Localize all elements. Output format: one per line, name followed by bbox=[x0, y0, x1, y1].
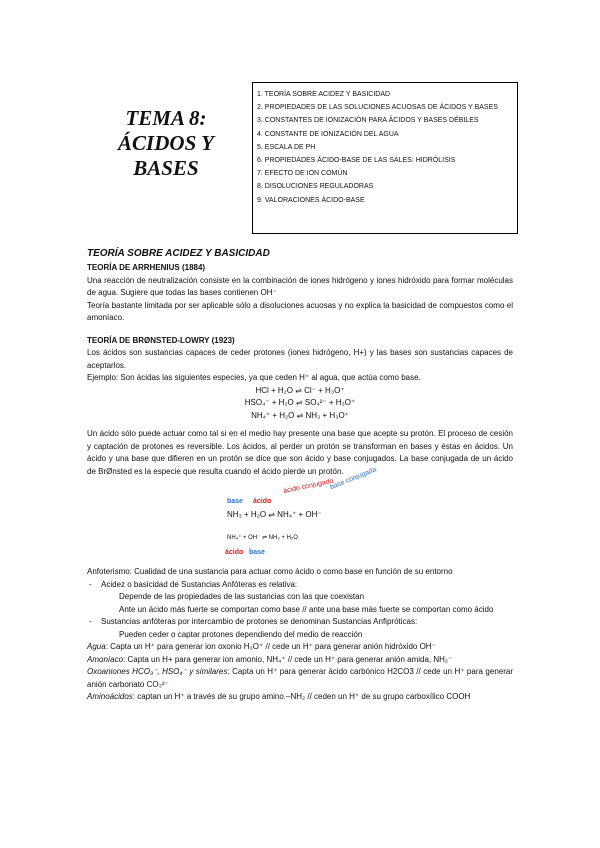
table-of-contents bbox=[252, 82, 518, 234]
toc-item: 7. EFECTO DE ION COMÚN bbox=[257, 170, 348, 178]
aminoacids-text: : captan un H⁺ a través de su grupo amino –NH₂ // ceden un H⁺ de su grupo carboxílico COOH bbox=[132, 692, 471, 701]
equation-nh4: NH₄⁺ + H₂O ⇌ NH₃ + H₃O⁺ bbox=[251, 410, 349, 420]
water-text: : Capta un H⁺ para generar ion oxonio H₃O⁺ // cede un H⁺ para generar anión hidróxido OH⁻ bbox=[105, 642, 436, 651]
base-label: base bbox=[227, 498, 243, 505]
amphiprotic-list bbox=[87, 616, 513, 629]
oxoanions-text: : Capta un H⁺ para generar ácido carbónico H2CO3 // cede un H⁺ para generar anión carbonato CO₃²⁻ bbox=[87, 667, 514, 689]
bronsted-example: Ejemplo: Son ácidas las siguientes especies, ya que ceden H⁺ al agua, que actúa como base. bbox=[87, 373, 421, 382]
toc-item: 5. ESCALA DE PH bbox=[257, 143, 316, 151]
toc-item: 1. TEORÍA SOBRE ACIDEZ Y BASICIDAD bbox=[257, 91, 391, 98]
acid-label: ácido bbox=[253, 498, 272, 505]
bronsted-paragraph-2: Un ácido sólo puede actuar como tal si en el medio hay presente una base que acepte su protón. El proceso de cesión y captación de protones es reversible. Los ácidos, al perder un protón se transforman en bases y éstas en ácidos. Un ácido y una base que difieren en un protón se dice que son ácido y base conjugados. La base conjugada de un ácido de BrØnsted es la especie que resulta cuando el ácido pierde un protón. bbox=[87, 429, 513, 476]
list-subitem: Ante un ácido más fuerte se comportan como base // ante una base más fuerte se comportan como ácido bbox=[119, 604, 494, 614]
bronsted-heading: TEORÍA DE BRØNSTED-LOWRY (1923) bbox=[87, 335, 235, 345]
arrhenius-heading: TEORÍA DE ARRHENIUS (1884) bbox=[87, 263, 206, 272]
list-item: - Acidez o basicidad de Sustancias Anfóteras es relativa: bbox=[87, 579, 513, 592]
acid-label-2: ácido bbox=[225, 549, 244, 556]
ammonia-label: Amoníaco bbox=[87, 654, 124, 664]
diagram-equation-2: NH₄⁺ + OH⁻ ⇌ NH₃ + H₂O bbox=[227, 535, 298, 541]
ammonia-line bbox=[87, 654, 513, 667]
diagram-equation-1: NH₃ + H₂O ⇌ NH₄⁺ + OH⁻ bbox=[227, 510, 322, 519]
conjugate-pair-diagram bbox=[87, 466, 513, 560]
base-label-2: base bbox=[249, 549, 265, 556]
list-subitem: Pueden ceder o captar protones dependiendo del medio de reacción bbox=[119, 629, 363, 639]
arrhenius-paragraph-1: Una reacción de neutralización consiste en la combinación de iones hidrógeno y iones hidróxido para formar moléculas de agua. Sugiere que todas las bases contienen OH⁻ bbox=[87, 275, 513, 297]
amphoterism-list bbox=[87, 579, 513, 592]
toc-item: 4. CONSTANTE DE IONIZACIÓN DEL AGUA bbox=[257, 130, 399, 138]
equation-hcl: HCl + H₂O ⇌ Cl⁻ + H₃O⁺ bbox=[255, 385, 345, 395]
oxoanions-line bbox=[87, 666, 513, 691]
conjugate-acid-label: ácido conjugado bbox=[282, 477, 335, 496]
toc-item: 9. VALORACIONES ÁCIDO-BASE bbox=[257, 196, 365, 204]
toc-item: 8. DISOLUCIONES REGULADORAS bbox=[257, 183, 374, 191]
amphoterism-definition: Anfoterismo: Cualidad de una sustancia para actuar como ácido o como base en función de su entorno bbox=[87, 567, 453, 576]
title-line-3: BASES bbox=[133, 156, 199, 180]
toc-item: 6. PROPIEDADES ÁCIDO-BASE DE LAS SALES: HIDRÓLISIS bbox=[257, 157, 456, 165]
title-line-1: TEMA 8: bbox=[125, 106, 207, 130]
aminoacids-label: Aminoácidos bbox=[87, 692, 133, 701]
list-subitem: Depende de las propiedades de las sustancias con las que coexistan bbox=[119, 592, 365, 601]
aminoacids-line bbox=[87, 691, 513, 704]
equation-hso4: HSO₄⁻ + H₂O ⇌ SO₄²⁻ + H₃O⁺ bbox=[244, 398, 356, 407]
arrhenius-paragraph-2: Teoría bastante limitada por ser aplicable sólo a disoluciones acuosas y no explica la basicidad de compuestos como el amoníaco. bbox=[87, 300, 513, 322]
water-line bbox=[87, 641, 513, 654]
toc-item: 3. CONSTANTES DE IONIZACIÓN PARA ÁCIDOS Y BASES DÉBILES bbox=[257, 117, 479, 125]
list-item: - Sustancias anfóteras por intercambio de protones se denominan Sustancias Anfipróticas: bbox=[87, 616, 513, 629]
toc-item: 2. PROPIEDADES DE LAS SOLUCIONES ACUOSAS DE ÁCIDOS Y BASES bbox=[257, 104, 498, 112]
conjugate-base-label: base conjugada bbox=[329, 466, 378, 492]
document-title bbox=[96, 106, 236, 181]
title-line-2: ÁCIDOS Y bbox=[118, 131, 214, 155]
bronsted-paragraph-1: Los ácidos son sustancias capaces de ceder protones (iones hidrógeno, H+) y las bases son sustancias capaces de aceptarlos. bbox=[87, 348, 513, 370]
water-label: Agua bbox=[87, 642, 106, 651]
section-heading: TEORÍA SOBRE ACIDEZ Y BASICIDAD bbox=[87, 248, 270, 259]
oxoanions-label: Oxoaniones HCO₃⁻, HSO₄⁻ y similares bbox=[87, 667, 228, 676]
ammonia-text: : Capta un H+ para generar ion amonio, NH₄⁺ // cede un H⁺ para generar anión amida, NH₂⁻ bbox=[123, 654, 453, 664]
main-content bbox=[87, 248, 513, 704]
